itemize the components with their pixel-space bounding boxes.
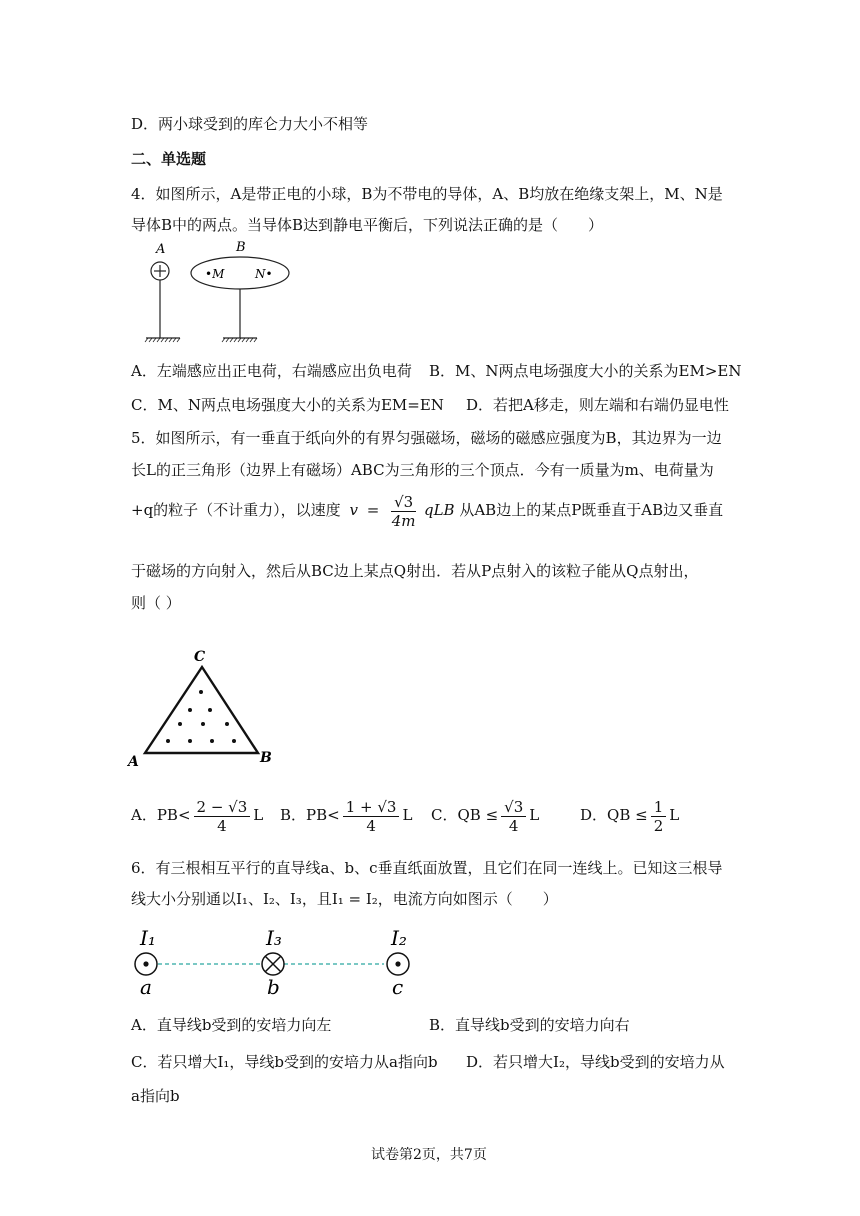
q5-opt-b-den: 4 <box>366 816 376 835</box>
q6-option-a: A．直导线b受到的安培力向左 <box>131 1016 332 1034</box>
q4-fig-label-a: A <box>156 242 166 257</box>
q5-opt-d-num: 1 <box>651 798 667 817</box>
q6-fig-label-i3: I₃ <box>266 926 282 950</box>
q5-opt-b-label: B．PB< <box>280 806 340 824</box>
q5-opt-a-fraction <box>194 798 251 835</box>
q5-velocity-fraction <box>391 493 416 530</box>
q5-opt-b-num: 1 + √3 <box>343 798 400 817</box>
q5-opt-d-unit: L <box>669 806 680 824</box>
q4-stem-line1: 4．如图所示，A是带正电的小球，B为不带电的导体，A、B均放在绝缘支架上，M、N是 <box>131 185 723 203</box>
triangle-boundary <box>145 667 258 753</box>
q5-opt-c-label: C．QB ≤ <box>431 806 499 824</box>
q6-option-d-line2: a指向b <box>131 1087 180 1105</box>
q5-velocity-numerator: √3 <box>391 493 416 512</box>
q5-line3-pre: +q的粒子（不计重力），以速度 <box>131 501 341 519</box>
q5-line1: 5．如图所示，有一垂直于纸向外的有界匀强磁场，磁场的磁感应强度为B，其边界为一边 <box>131 429 722 447</box>
q5-fig-label-c: C <box>194 649 206 665</box>
q5-line3 <box>131 490 723 530</box>
q6-fig-label-a: a <box>140 975 152 998</box>
q5-opt-b-unit: L <box>402 806 413 824</box>
q6-option-b: B．直导线b受到的安培力向右 <box>429 1016 630 1034</box>
q5-equals: = <box>366 501 380 519</box>
q6-fig-label-b: b <box>267 975 280 998</box>
section-title: 二、单选题 <box>131 150 207 168</box>
q5-line2: 长L的正三角形（边界上有磁场）ABC为三角形的三个顶点．今有一质量为m、电荷量为 <box>131 461 714 479</box>
q5-opt-c-num: √3 <box>501 798 526 817</box>
q5-velocity-denominator: 4m <box>391 511 416 530</box>
q5-line4: 于磁场的方向射入，然后从BC边上某点Q射出．若从P点射入的该粒子能从Q点射出， <box>131 562 699 580</box>
q5-option-a <box>131 795 263 835</box>
q4-option-d: D．若把A移走，则左端和右端仍显电性 <box>466 396 729 414</box>
q4-stem-line2: 导体B中的两点。当导体B达到静电平衡后，下列说法正确的是（ ） <box>131 216 604 234</box>
q5-opt-d-fraction <box>651 798 667 835</box>
q4-option-a: A．左端感应出正电荷，右端感应出负电荷 <box>131 362 412 380</box>
q5-opt-d-label: D．QB ≤ <box>580 806 648 824</box>
q4-fig-label-n: N• <box>255 267 273 281</box>
q5-line3-post: 从AB边上的某点P既垂直于AB边又垂直 <box>459 501 724 519</box>
q5-opt-a-den: 4 <box>217 816 227 835</box>
q5-velocity-symbol: v <box>349 501 358 519</box>
q6-line2: 线大小分别通以I₁、I₂、I₃，且I₁ = I₂，电流方向如图示（ ） <box>131 890 558 908</box>
magnetic-field-dots <box>166 690 236 743</box>
q5-line5: 则（ ） <box>131 594 181 612</box>
q6-fig-label-c: c <box>392 975 404 998</box>
q3-option-d: D．两小球受到的库仑力大小不相等 <box>131 115 369 133</box>
q5-opt-b-fraction <box>343 798 400 835</box>
q5-opt-c-den: 4 <box>508 816 519 835</box>
q6-option-d-line1: D．若只增大I₂，导线b受到的安培力从 <box>466 1053 725 1071</box>
page-footer: 试卷第2页，共7页 <box>371 1147 487 1163</box>
q4-option-c: C．M、N两点电场强度大小的关系为EM=EN <box>131 396 444 414</box>
q4-option-b: B．M、N两点电场强度大小的关系为EM>EN <box>429 362 742 380</box>
q5-opt-a-num: 2 − √3 <box>194 798 251 817</box>
q5-option-b <box>280 795 412 835</box>
q5-option-d <box>580 795 679 835</box>
q5-qlb: qLB <box>423 501 455 519</box>
q4-fig-label-b: B <box>236 240 246 255</box>
q5-opt-c-fraction <box>501 798 526 835</box>
q4-fig-label-m: •M <box>205 267 225 281</box>
q5-opt-a-label: A．PB< <box>131 806 191 824</box>
q5-opt-a-unit: L <box>253 806 264 824</box>
q6-line1: 6．有三根相互平行的直导线a、b、c垂直纸面放置，且它们在同一连线上。已知这三根导 <box>131 859 723 877</box>
q5-fig-label-a: A <box>128 754 139 770</box>
q6-fig-label-i1: I₁ <box>140 926 156 950</box>
q5-triangle-figure <box>126 644 276 770</box>
q6-wires-figure <box>128 922 428 998</box>
q4-figure <box>130 238 310 350</box>
q5-opt-d-den: 2 <box>653 816 664 835</box>
q6-fig-label-i2: I₂ <box>391 926 407 950</box>
q5-fig-label-b: B <box>260 750 272 766</box>
q5-opt-c-unit: L <box>529 806 540 824</box>
q6-option-c: C．若只增大I₁，导线b受到的安培力从a指向b <box>131 1053 438 1071</box>
q5-option-c <box>431 795 539 835</box>
